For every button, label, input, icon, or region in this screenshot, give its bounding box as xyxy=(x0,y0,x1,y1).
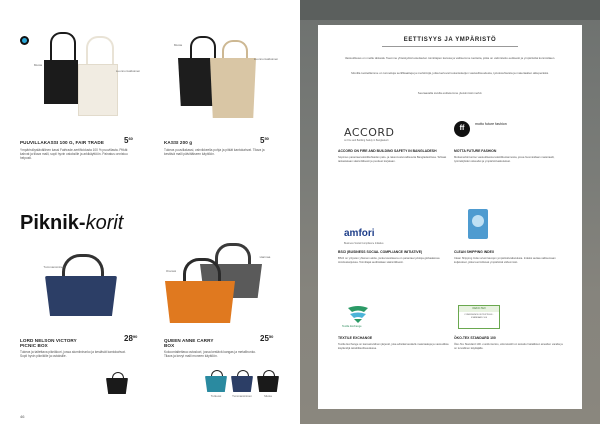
background-photo xyxy=(300,0,600,20)
page-number: 46 xyxy=(20,414,25,419)
cert-description: Mottamerkki kertoo vastuullisesta tekstiilituotannosta, jossa huomioidaan materiaalit, työntekijöiden oikeudet ja ympäristövaikutukset. xyxy=(454,156,555,163)
clean-shipping-logo-icon xyxy=(468,209,488,239)
product-image-black-tote xyxy=(44,60,78,104)
section-title: Piknik-korit xyxy=(20,212,124,234)
cert-title: TEXTILE EXCHANGE xyxy=(338,336,373,340)
color-label: Oranssi xyxy=(165,269,177,273)
right-page xyxy=(300,0,600,424)
amfori-logo-subtitle: Business Social Compliance Initiative xyxy=(344,242,384,245)
product-price: $25^{50}$ xyxy=(260,334,274,343)
divider xyxy=(382,46,518,47)
color-label: Turkoosi xyxy=(210,394,222,398)
accord-logo: ACCORD xyxy=(344,126,395,139)
product-description: Tukeva puuvillakassi, vahvikkeella pohja ja pitkät kantokahvat. Tilava ja kestävä malli päivittäiseen käyttöön. xyxy=(164,148,265,156)
textile-exchange-logo-icon xyxy=(346,304,370,324)
color-label: Luonnonvalkoinen xyxy=(253,57,279,61)
product-image-navy-basket xyxy=(45,276,117,316)
product-description: Kokoontaitettava ostoskori, jossa kestävä kangas ja metallirunko. Tilava ja kevyt malli moneen käyttöön. xyxy=(164,350,256,358)
future-fashion-logo-icon: ff xyxy=(454,121,470,137)
product-image-natural-tote xyxy=(78,64,118,116)
color-label: Musta xyxy=(264,394,272,398)
product-price: $5^{50}$ xyxy=(260,136,269,145)
product-description: Ympäristöystävällinen kassi Fairtrade-sertifioidusta 100 % puuvillasta. Pitkät kahvat ja tilava malli, sopii hyvin ostoksille ja arkikäyttöön. Painatus onnistuu helposti. xyxy=(20,148,128,160)
oeko-tex-logo-subtitle: CONFIDENCE IN TEXTILES · STANDARD 100 xyxy=(464,314,494,319)
color-label: Tummansininen xyxy=(43,265,65,269)
product-image-natural-bag xyxy=(210,58,256,118)
product-name: KASSI 200 g xyxy=(164,140,193,145)
intro-paragraph: Seuraavalla sivulla esittelemme yleisimmät merkit. xyxy=(417,91,483,95)
textile-exchange-logo-text: Textile Exchange xyxy=(342,325,362,328)
product-description: Tukeva ja taitettava piknikkori, jossa alumiinirunko ja kestävät kantokahvat. Sopii hyvin piknikille ja ostoksille. xyxy=(20,350,126,358)
cert-description: Textile Exchange on kansainvälinen järjestö, joka edistää kestäviä materiaaleja ja vastuullisia käytäntöjä tekstiiliteollisuudessa. xyxy=(338,343,449,350)
cert-description: BSCI on yritysten yhteinen aloite, jonka tavoitteena on parantaa työoloja globaaleissa toimitusketjuissa. Toimittajat auditoidaan säännöllisesti. xyxy=(338,257,440,264)
product-price: $5^{60}$ xyxy=(124,136,133,145)
cert-description: Clean Shipping Index arvioi laivojen ympäristövaikutuksia. Indeksi auttaa valitsemaan kuljetukset, jotka kuormittavat ympäristöä vähemmän. xyxy=(454,257,556,264)
cert-title: ACCORD ON FIRE AND BUILDING SAFETY IN BANGLADESH xyxy=(338,149,437,153)
color-label: Luonnonvalkoinen xyxy=(115,69,141,73)
cert-title: BSCI (BUSINESS SOCIAL COMPLIANCE INITIATIVE) xyxy=(338,250,423,254)
color-label: Harmaa xyxy=(259,255,271,259)
future-fashion-logo-text: motto future fashion xyxy=(475,122,507,126)
product-name: PUUVILLAKASSI 100 G, FAIR TRADE xyxy=(20,140,105,145)
cert-description: Sopimus parantaa tekstiilitehtaiden palo- ja rakennusturvallisuutta Bangladeshissa. Tehtaat tarkastetaan säännöllisesti ja puutteet korjataan. xyxy=(338,156,447,163)
fairtrade-logo-icon xyxy=(20,36,29,45)
product-image-orange-basket xyxy=(165,281,235,323)
product-name: QUEEN ANNE CARRY BOX xyxy=(164,338,214,348)
accord-logo-subtitle: on Fire and Building Safety in Bangladesh xyxy=(344,139,389,142)
product-price: $28^{90}$ xyxy=(124,334,138,343)
color-label: Tummansininen xyxy=(232,394,252,398)
intro-paragraph: Vastuullisuus on meille tärkeää. Teemme yhteistyötä luotettavien toimittajien kanssa ja valitsemme tuotteita, jotka on valmistettu eettisesti ja ympäristöä kunnioittaen. xyxy=(344,56,556,60)
oeko-tex-logo xyxy=(458,305,500,329)
product-name: LORD NELSON VICTORY PICNIC BOX xyxy=(20,338,77,348)
oeko-tex-logo-text: OEKO-TEX xyxy=(472,307,486,310)
product-variant-image xyxy=(205,376,227,392)
intro-paragraph: Monilla tuotteillamme on tunnettuja sertifikaatteja ja merkintöjä, jotka kertovat tuotantoketjun vastuullisuudesta, työolosuhteista ja materiaalien alkuperästä. xyxy=(351,71,549,75)
panel-title: EETTISYYS JA YMPÄRISTÖ xyxy=(403,37,497,43)
product-variant-image xyxy=(257,376,279,392)
color-label: Musta xyxy=(33,63,43,67)
color-label: Musta xyxy=(173,43,183,47)
amfori-logo: amfori xyxy=(344,228,375,239)
cert-title: MOTTA FUTURE FASHION xyxy=(454,149,497,153)
product-variant-image xyxy=(231,376,253,392)
ethics-panel xyxy=(318,25,582,409)
cert-title: ÖKO-TEX STANDARD 100 xyxy=(454,336,496,340)
cert-description: Öko-Tex Standard 100 -merkki kertoo, että tekstiili on testattu haitallisten aineiden varalta ja on turvallinen käyttäjälle. xyxy=(454,343,563,350)
cert-title: CLEAN SHIPPING INDEX xyxy=(454,250,495,254)
product-variant-image xyxy=(106,378,128,394)
